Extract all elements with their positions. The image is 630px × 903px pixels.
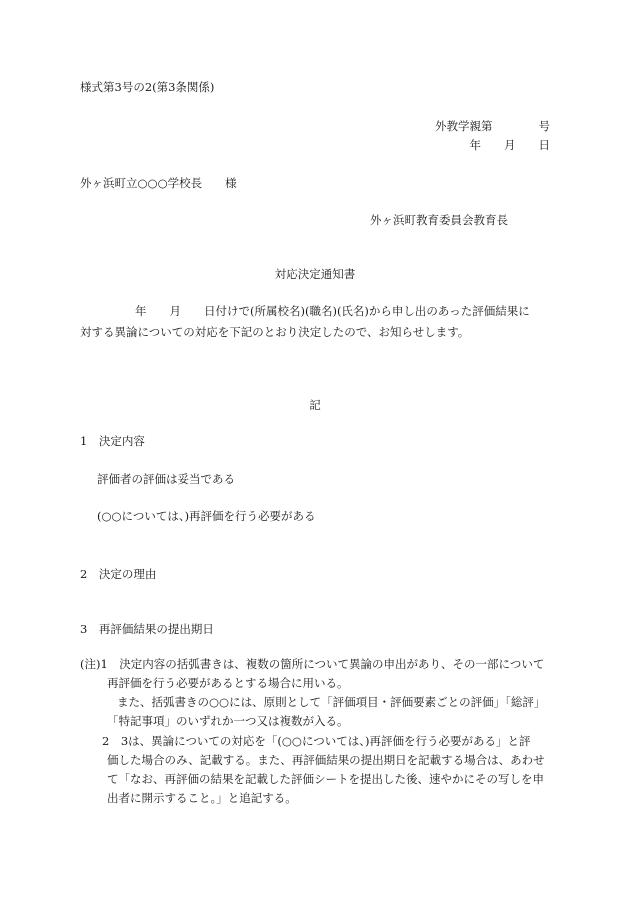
document-number: 外教学親第 号 xyxy=(435,119,550,133)
ki-heading: 記 xyxy=(309,398,321,412)
body-line-1: 年 月 日付けで(所属校名)(職名)(氏名)から申し出のあった評価結果に xyxy=(135,304,530,318)
note-2-line-1: 2 3は、異論についての対応を「(○○については、)再評価を行う必要がある」と評 xyxy=(102,734,531,748)
note-2-line-4: 出者に開示すること。」と追記する。 xyxy=(107,791,297,805)
body-line-2: 対する異論についての対応を下記のとおり決定したので、お知らせします。 xyxy=(80,325,470,339)
note-1-line-3: また、括弧書きの○○には、原則として「評価項目・評価要素ごとの評価」「総評」 xyxy=(117,695,546,709)
note-1-line-2: 再評価を行う必要があるとする場合に用いる。 xyxy=(107,676,349,690)
section-3-heading: 3 再評価結果の提出期日 xyxy=(80,622,214,636)
form-label: 様式第3号の2(第3条関係) xyxy=(80,80,215,94)
note-2-line-2: 価した場合のみ、記載する。また、再評価結果の提出期日を記載する場合は、あわせ xyxy=(107,753,545,767)
note-1-line-4: 「特記事項」のいずれか一つ又は複数が入る。 xyxy=(107,714,349,728)
sender: 外ヶ浜町教育委員会教育長 xyxy=(370,213,508,227)
section-1-option-1: 評価者の評価は妥当である xyxy=(97,472,235,486)
document-title: 対応決定通知書 xyxy=(274,267,356,281)
note-1-line-1: (注)1 決定内容の括弧書きは、複数の箇所について異論の申出があり、その一部について xyxy=(80,657,545,671)
section-2-heading: 2 決定の理由 xyxy=(80,567,157,581)
date-line: 年 月 日 xyxy=(469,138,550,152)
section-1-heading: 1 決定内容 xyxy=(80,434,145,448)
section-1-option-2: (○○については、)再評価を行う必要がある xyxy=(97,509,316,523)
note-2-line-3: て「なお、再評価の結果を記載した評価シートを提出した後、速やかにその写しを申 xyxy=(107,772,544,786)
addressee: 外ヶ浜町立○○○学校長 様 xyxy=(80,176,237,190)
